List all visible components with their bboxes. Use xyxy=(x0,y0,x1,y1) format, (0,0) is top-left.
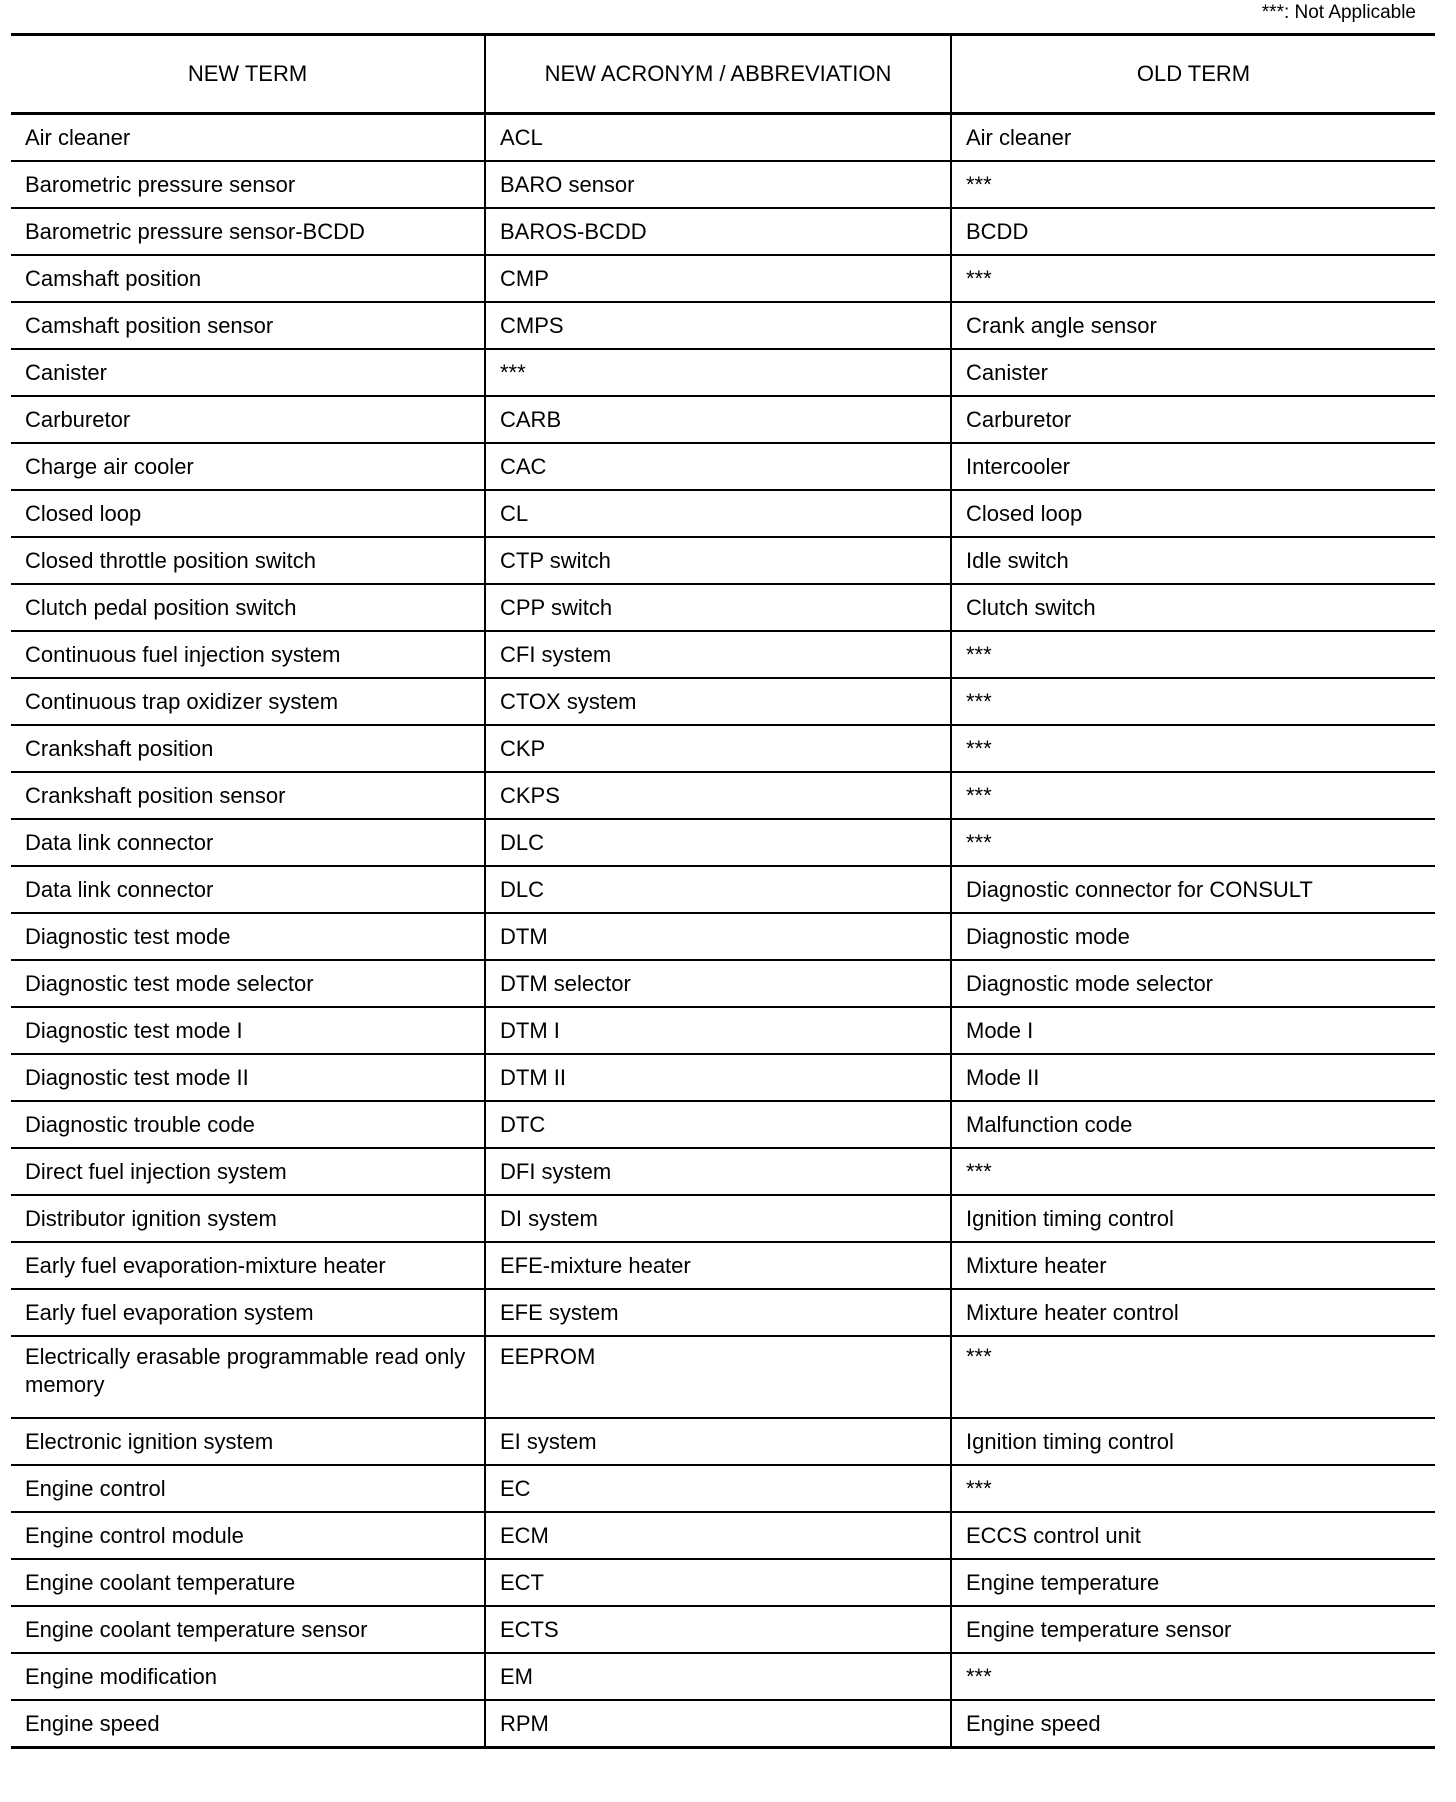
table-row xyxy=(11,866,1435,913)
new-acronym-cell: CMPS xyxy=(485,302,951,349)
table-row xyxy=(11,1101,1435,1148)
new-acronym-cell: DTC xyxy=(485,1101,951,1148)
new-acronym-cell: CAC xyxy=(485,443,951,490)
old-term-cell: *** xyxy=(951,819,1435,866)
table-row xyxy=(11,1242,1435,1289)
table-row xyxy=(11,349,1435,396)
new-term-cell: Diagnostic test mode xyxy=(11,913,485,960)
old-term-cell: Ignition timing control xyxy=(951,1418,1435,1465)
old-term-cell: *** xyxy=(951,678,1435,725)
table-row xyxy=(11,1418,1435,1465)
old-term-cell: *** xyxy=(951,161,1435,208)
new-acronym-cell: DTM selector xyxy=(485,960,951,1007)
new-term-cell: Charge air cooler xyxy=(11,443,485,490)
new-term-cell: Diagnostic test mode selector xyxy=(11,960,485,1007)
new-term-cell: Diagnostic trouble code xyxy=(11,1101,485,1148)
new-term-cell: Engine control xyxy=(11,1465,485,1512)
new-acronym-cell: *** xyxy=(485,349,951,396)
new-acronym-cell: CKP xyxy=(485,725,951,772)
new-acronym-cell: ECT xyxy=(485,1559,951,1606)
old-term-cell: *** xyxy=(951,1336,1435,1418)
old-term-cell: Idle switch xyxy=(951,537,1435,584)
old-term-cell: Intercooler xyxy=(951,443,1435,490)
new-acronym-cell: DTM xyxy=(485,913,951,960)
new-acronym-cell: EM xyxy=(485,1653,951,1700)
table-row xyxy=(11,1653,1435,1700)
new-acronym-cell: DLC xyxy=(485,866,951,913)
new-acronym-cell: EFE-mixture heater xyxy=(485,1242,951,1289)
header-new-acronym: NEW ACRONYM / ABBREVIATION xyxy=(485,35,951,114)
header-row xyxy=(11,35,1435,114)
new-acronym-cell: DLC xyxy=(485,819,951,866)
old-term-cell: Mode I xyxy=(951,1007,1435,1054)
new-acronym-cell: EC xyxy=(485,1465,951,1512)
new-term-cell: Distributor ignition system xyxy=(11,1195,485,1242)
old-term-cell: Mode II xyxy=(951,1054,1435,1101)
table-row xyxy=(11,396,1435,443)
new-term-cell: Diagnostic test mode II xyxy=(11,1054,485,1101)
table-row xyxy=(11,678,1435,725)
table-row xyxy=(11,255,1435,302)
old-term-cell: *** xyxy=(951,255,1435,302)
table-row xyxy=(11,1289,1435,1336)
new-acronym-cell: CARB xyxy=(485,396,951,443)
old-term-cell: Clutch switch xyxy=(951,584,1435,631)
table-row xyxy=(11,114,1435,162)
new-acronym-cell: CMP xyxy=(485,255,951,302)
new-acronym-cell: CTOX system xyxy=(485,678,951,725)
old-term-cell: BCDD xyxy=(951,208,1435,255)
table-row xyxy=(11,631,1435,678)
new-term-cell: Air cleaner xyxy=(11,114,485,162)
table-row xyxy=(11,772,1435,819)
new-term-cell: Crankshaft position sensor xyxy=(11,772,485,819)
old-term-cell: Engine speed xyxy=(951,1700,1435,1748)
new-acronym-cell: DI system xyxy=(485,1195,951,1242)
new-term-cell: Camshaft position sensor xyxy=(11,302,485,349)
new-acronym-cell: CL xyxy=(485,490,951,537)
table-row xyxy=(11,819,1435,866)
new-term-cell: Closed loop xyxy=(11,490,485,537)
new-acronym-cell: CKPS xyxy=(485,772,951,819)
new-term-cell: Early fuel evaporation system xyxy=(11,1289,485,1336)
old-term-cell: ECCS control unit xyxy=(951,1512,1435,1559)
new-term-cell: Early fuel evaporation-mixture heater xyxy=(11,1242,485,1289)
new-term-cell: Clutch pedal position switch xyxy=(11,584,485,631)
new-term-cell: Carburetor xyxy=(11,396,485,443)
table-row xyxy=(11,960,1435,1007)
table-row xyxy=(11,1054,1435,1101)
old-term-cell: Malfunction code xyxy=(951,1101,1435,1148)
old-term-cell: Diagnostic mode xyxy=(951,913,1435,960)
new-acronym-cell: DTM II xyxy=(485,1054,951,1101)
table-row xyxy=(11,161,1435,208)
new-acronym-cell: ECTS xyxy=(485,1606,951,1653)
table-row xyxy=(11,1465,1435,1512)
old-term-cell: *** xyxy=(951,1148,1435,1195)
table-row xyxy=(11,1559,1435,1606)
old-term-cell: Diagnostic connector for CONSULT xyxy=(951,866,1435,913)
table-row xyxy=(11,208,1435,255)
new-term-cell: Barometric pressure sensor xyxy=(11,161,485,208)
old-term-cell: Carburetor xyxy=(951,396,1435,443)
table-row xyxy=(11,302,1435,349)
new-acronym-cell: CFI system xyxy=(485,631,951,678)
table-row xyxy=(11,490,1435,537)
old-term-cell: *** xyxy=(951,772,1435,819)
old-term-cell: *** xyxy=(951,1465,1435,1512)
new-term-cell: Crankshaft position xyxy=(11,725,485,772)
table-row xyxy=(11,913,1435,960)
new-term-cell: Continuous fuel injection system xyxy=(11,631,485,678)
table-row xyxy=(11,443,1435,490)
new-term-cell: Direct fuel injection system xyxy=(11,1148,485,1195)
new-acronym-cell: EFE system xyxy=(485,1289,951,1336)
header-new-term: NEW TERM xyxy=(11,35,485,114)
new-acronym-cell: BARO sensor xyxy=(485,161,951,208)
new-term-cell: Diagnostic test mode I xyxy=(11,1007,485,1054)
new-term-cell: Engine modification xyxy=(11,1653,485,1700)
new-term-cell: Data link connector xyxy=(11,819,485,866)
table-row xyxy=(11,584,1435,631)
new-term-cell: Data link connector xyxy=(11,866,485,913)
old-term-cell: Crank angle sensor xyxy=(951,302,1435,349)
new-term-cell: Engine control module xyxy=(11,1512,485,1559)
new-term-cell: Closed throttle position switch xyxy=(11,537,485,584)
old-term-cell: *** xyxy=(951,1653,1435,1700)
new-acronym-cell: DTM I xyxy=(485,1007,951,1054)
new-term-cell: Engine coolant temperature sensor xyxy=(11,1606,485,1653)
old-term-cell: Air cleaner xyxy=(951,114,1435,162)
new-term-cell: Barometric pressure sensor-BCDD xyxy=(11,208,485,255)
old-term-cell: Engine temperature xyxy=(951,1559,1435,1606)
new-acronym-cell: DFI system xyxy=(485,1148,951,1195)
new-term-cell: Continuous trap oxidizer system xyxy=(11,678,485,725)
new-acronym-cell: CTP switch xyxy=(485,537,951,584)
old-term-cell: Engine temperature sensor xyxy=(951,1606,1435,1653)
table-row xyxy=(11,1007,1435,1054)
new-acronym-cell: BAROS-BCDD xyxy=(485,208,951,255)
new-term-cell: Electronic ignition system xyxy=(11,1418,485,1465)
old-term-cell: Diagnostic mode selector xyxy=(951,960,1435,1007)
old-term-cell: Mixture heater control xyxy=(951,1289,1435,1336)
new-acronym-cell: ECM xyxy=(485,1512,951,1559)
new-acronym-cell: RPM xyxy=(485,1700,951,1748)
table-row xyxy=(11,1700,1435,1748)
new-acronym-cell: ACL xyxy=(485,114,951,162)
header-old-term: OLD TERM xyxy=(951,35,1435,114)
new-term-cell: Camshaft position xyxy=(11,255,485,302)
old-term-cell: Mixture heater xyxy=(951,1242,1435,1289)
new-acronym-cell: EI system xyxy=(485,1418,951,1465)
old-term-cell: *** xyxy=(951,725,1435,772)
not-applicable-note: ***: Not Applicable xyxy=(1261,2,1416,23)
old-term-cell: Closed loop xyxy=(951,490,1435,537)
new-acronym-cell: CPP switch xyxy=(485,584,951,631)
new-term-cell: Engine speed xyxy=(25,1710,160,1736)
table-row xyxy=(11,725,1435,772)
terms-table xyxy=(11,33,1435,1749)
table-row xyxy=(11,537,1435,584)
table-row xyxy=(11,1606,1435,1653)
new-term-cell: Engine coolant temperature xyxy=(11,1559,485,1606)
new-term-cell: Electrically erasable programmable read only memory xyxy=(11,1336,485,1418)
table-row xyxy=(11,1336,1435,1418)
table-row xyxy=(11,1195,1435,1242)
old-term-cell: *** xyxy=(951,631,1435,678)
table-row xyxy=(11,1148,1435,1195)
table-row xyxy=(11,1512,1435,1559)
new-acronym-cell: EEPROM xyxy=(485,1336,951,1418)
new-term-cell: Canister xyxy=(11,349,485,396)
old-term-cell: Canister xyxy=(951,349,1435,396)
old-term-cell: Ignition timing control xyxy=(951,1195,1435,1242)
